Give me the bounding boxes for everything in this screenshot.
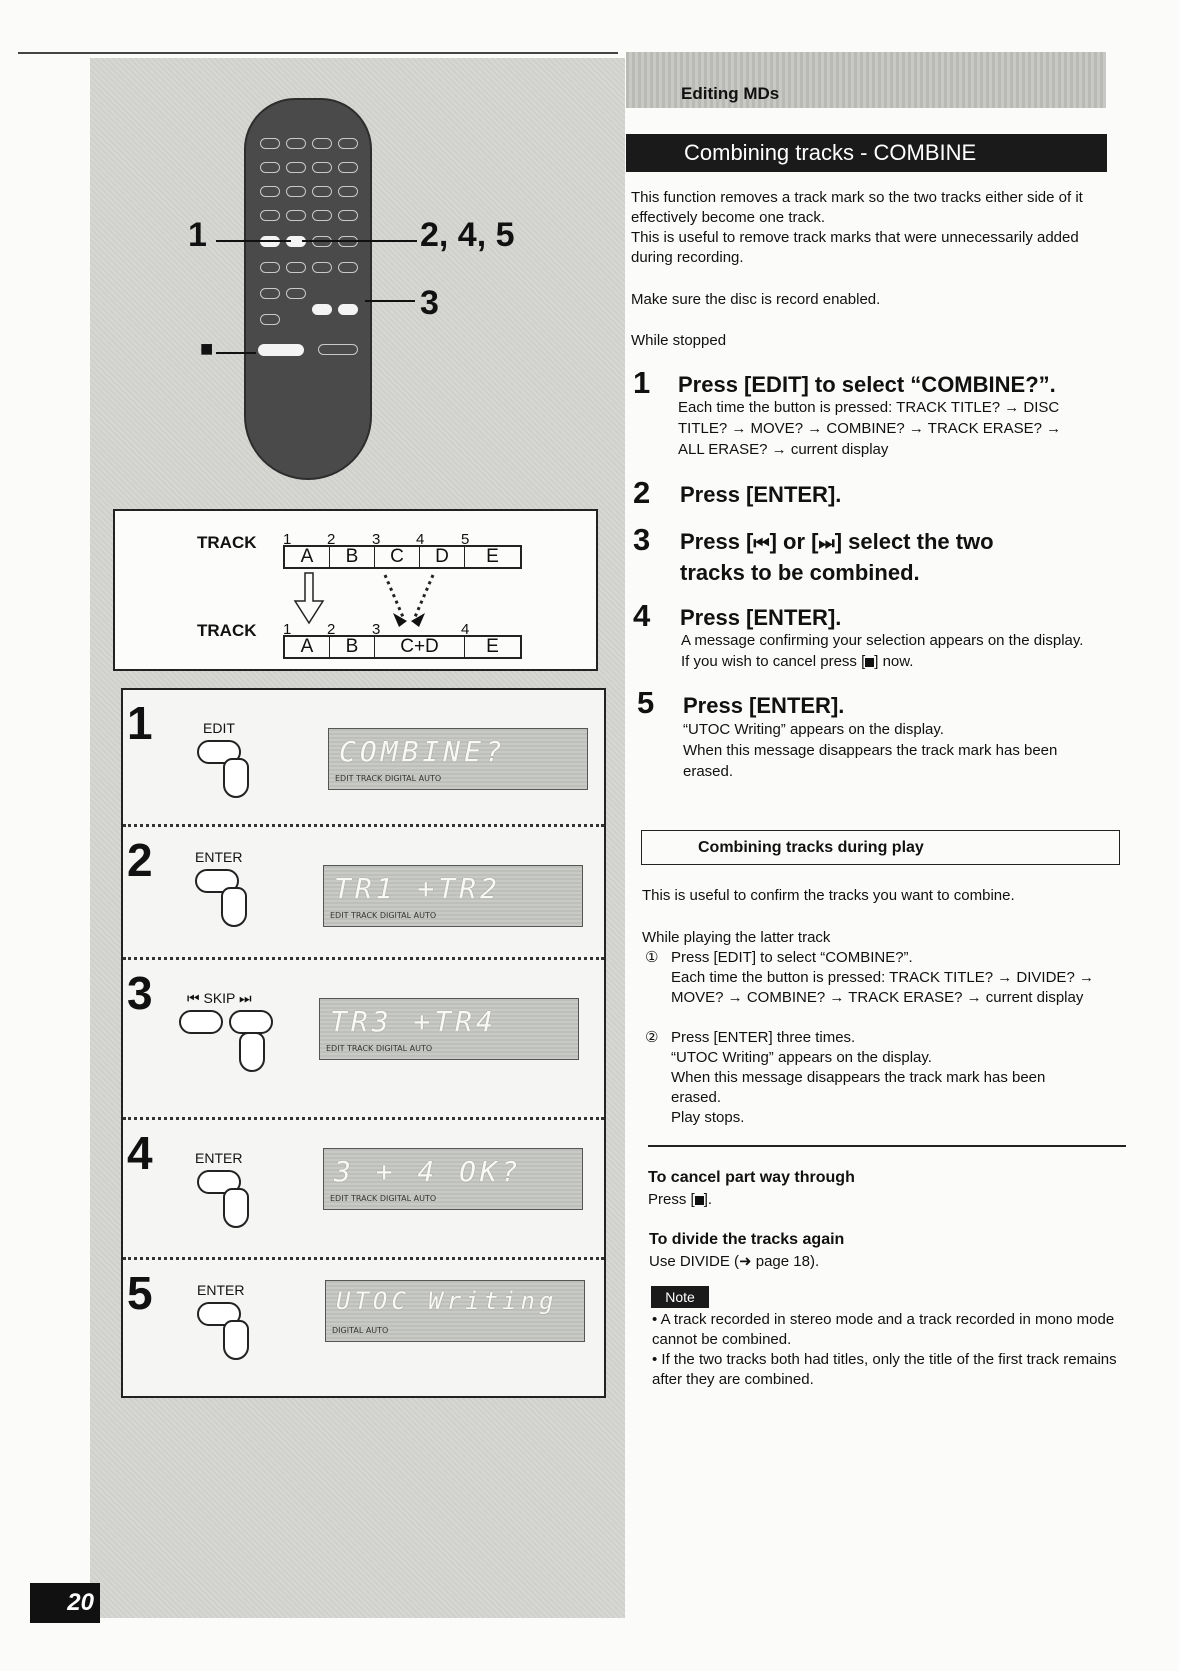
enter-button-label: ENTER — [197, 1282, 245, 1298]
merge-line-right — [415, 575, 433, 617]
track-num: 4 — [416, 531, 425, 548]
track-cell: A — [285, 637, 330, 657]
lcd-display — [323, 1148, 583, 1210]
stop-icon — [865, 658, 874, 667]
note-item: • A track recorded in stereo mode and a track recorded in mono mode cannot be combined. — [652, 1311, 1115, 1348]
step-heading: Press [ENTER]. — [680, 605, 842, 630]
cancel-text — [648, 1190, 1128, 1210]
track-label-after: TRACK — [197, 621, 257, 640]
step-heading-part: tracks to be combined. — [680, 560, 920, 585]
item-line: When this message disappears the track mark has been — [671, 1069, 1046, 1086]
illus-step-5 — [123, 1260, 604, 1396]
during-play-condition: While playing the latter track — [642, 929, 831, 946]
step-number: 1 — [633, 365, 651, 400]
illus-step-number: 3 — [127, 967, 153, 1019]
illus-step-1 — [123, 690, 604, 827]
skip-next-button-icon — [229, 1010, 273, 1034]
enter-button-label: ENTER — [195, 849, 243, 865]
remote-button — [338, 210, 358, 221]
lcd-indicators: EDIT TRACK DIGITAL AUTO — [330, 1194, 437, 1203]
remote-button — [260, 186, 280, 197]
remote-button — [338, 186, 358, 197]
skip-prev-button-icon — [179, 1010, 223, 1034]
lcd-display — [319, 998, 579, 1060]
during-play-box — [641, 830, 1120, 865]
remote-illustration — [180, 80, 570, 480]
callout-1: 1 — [188, 216, 207, 254]
item-line: MOVE? → COMBINE? → TRACK ERASE? → current display — [671, 989, 1084, 1006]
remote-button — [286, 138, 306, 149]
remote-button — [312, 186, 332, 197]
top-rule — [18, 52, 618, 54]
illus-step-number: 2 — [127, 834, 153, 886]
illus-step-number: 1 — [127, 697, 153, 749]
during-play-item-2 — [645, 1028, 1115, 1128]
pressing-hand-icon — [221, 887, 247, 927]
arrowhead-icon — [411, 613, 425, 627]
remote-button — [260, 210, 280, 221]
prereq-text: Make sure the disc is record enabled. — [631, 291, 881, 308]
callout-3: 3 — [420, 284, 439, 322]
track-cells-before — [283, 545, 522, 569]
steps-illustration — [121, 688, 606, 1398]
remote-button — [260, 262, 280, 273]
pressing-hand-icon — [223, 758, 249, 798]
illus-step-number: 4 — [127, 1127, 153, 1179]
intro-line: This is useful to remove track marks that were unnecessarily added — [631, 229, 1079, 246]
step-detail — [683, 719, 1103, 782]
item-line: erased. — [671, 1089, 722, 1106]
track-cells-after — [283, 635, 522, 659]
down-arrow-icon — [295, 573, 323, 623]
step-detail-line: Each time the button is pressed: TRACK TITLE? → DISC — [678, 399, 1060, 416]
step-heading-part: ] or [ — [769, 529, 819, 554]
pressing-hand-icon — [239, 1032, 265, 1072]
track-num: 3 — [372, 621, 381, 638]
track-num: 2 — [327, 621, 336, 638]
step-heading-part: Press [ — [680, 529, 754, 554]
edit-button-label: EDIT — [203, 720, 235, 736]
track-cell: D — [420, 547, 465, 567]
page-number: 20 — [30, 1583, 100, 1623]
step-heading: Press [EDIT] to select “COMBINE?”. — [678, 372, 1056, 397]
during-play-title: Combining tracks during play — [698, 839, 924, 856]
track-num: 1 — [283, 531, 292, 548]
remote-button — [338, 162, 358, 173]
lcd-text: UTOC Writing — [336, 1287, 558, 1315]
illus-step-3 — [123, 960, 604, 1120]
item-line: Each time the button is pressed: TRACK TITLE? → DIVIDE? → — [671, 969, 1094, 986]
illus-step-number: 5 — [127, 1267, 153, 1319]
step-heading: Press [ENTER]. — [680, 482, 842, 507]
step-detail-part: If you wish to cancel press [ — [681, 653, 866, 670]
lcd-text: TR1 +TR2 — [334, 872, 501, 905]
remote-button — [312, 262, 332, 273]
lcd-display — [323, 865, 583, 927]
track-cell: C — [375, 547, 420, 567]
cancel-heading: To cancel part way through — [648, 1169, 855, 1186]
skip-prev-remote-button — [312, 304, 332, 315]
track-diagram — [113, 509, 598, 671]
during-play-desc: This is useful to confirm the tracks you want to combine. — [642, 887, 1015, 904]
pressing-hand-icon — [223, 1188, 249, 1228]
remote-button — [312, 138, 332, 149]
remote-button — [260, 162, 280, 173]
step-heading — [680, 527, 994, 587]
intro-line: during recording. — [631, 249, 744, 266]
track-cell: A — [285, 547, 330, 567]
arrowhead-icon — [393, 613, 407, 627]
remote-button — [338, 262, 358, 273]
illus-step-4 — [123, 1120, 604, 1260]
remote-button — [318, 344, 358, 355]
track-cell: E — [486, 636, 499, 657]
step-heading-part: ] select the two — [834, 529, 994, 554]
lcd-text: 3 + 4 OK? — [334, 1155, 522, 1188]
track-cell: E — [486, 546, 499, 567]
condition-text: While stopped — [631, 332, 727, 349]
step-detail — [678, 397, 1098, 460]
lcd-indicators: DIGITAL AUTO — [332, 1326, 389, 1335]
step-number: 2 — [633, 475, 651, 510]
cancel-text-part: Press [ — [648, 1191, 695, 1208]
remote-button — [260, 288, 280, 299]
step-detail-line: ALL ERASE? → current display — [678, 441, 889, 458]
divide-text: Use DIVIDE (➜ page 18). — [649, 1253, 820, 1270]
callout-245-leader — [302, 240, 417, 242]
step-number: 4 — [633, 598, 651, 633]
callout-2-4-5: 2, 4, 5 — [420, 216, 515, 254]
track-cell: B — [330, 637, 375, 657]
step-detail-part: ] now. — [874, 653, 914, 670]
section-header — [626, 52, 1106, 108]
lcd-indicators: EDIT TRACK DIGITAL AUTO — [335, 774, 442, 783]
track-label-before: TRACK — [197, 533, 257, 552]
track-num: 4 — [461, 621, 470, 638]
item-line: Press [EDIT] to select “COMBINE?”. — [671, 949, 913, 966]
lcd-indicators: EDIT TRACK DIGITAL AUTO — [326, 1044, 433, 1053]
intro-line: This function removes a track mark so the two tracks either side of it — [631, 189, 1083, 206]
divide-heading: To divide the tracks again — [649, 1231, 845, 1248]
divider — [648, 1145, 1126, 1147]
remote-button — [312, 162, 332, 173]
step-heading: Press [ENTER]. — [683, 693, 845, 718]
remote-button — [260, 138, 280, 149]
step-number: 3 — [633, 522, 651, 557]
pressing-hand-icon — [223, 1320, 249, 1360]
callout-3-leader — [365, 300, 415, 302]
circled-2-icon: ② — [645, 1029, 659, 1046]
step-detail-line: A message confirming your selection appears on the display. — [681, 632, 1084, 649]
track-num: 1 — [283, 621, 292, 638]
page-title: Combining tracks - COMBINE — [684, 140, 977, 165]
remote-button — [312, 210, 332, 221]
step-detail-line: TITLE? → MOVE? → COMBINE? → TRACK ERASE? → — [678, 420, 1062, 437]
title-bar — [626, 134, 1107, 172]
remote-button — [286, 162, 306, 173]
remote-control — [244, 98, 372, 480]
section-title: Editing MDs — [681, 84, 780, 103]
merge-line-left — [385, 575, 403, 617]
stop-callout-leader — [216, 352, 256, 354]
track-cell: B — [330, 547, 375, 567]
step-detail-line — [681, 651, 1101, 672]
remote-button — [286, 262, 306, 273]
track-num: 2 — [327, 531, 336, 548]
skip-button-label: ⏮ SKIP ⏭ — [187, 990, 252, 1006]
lcd-text: COMBINE? — [339, 735, 506, 768]
callout-1-leader — [216, 240, 291, 242]
during-play-item-1 — [645, 948, 1115, 1008]
enter-button-label: ENTER — [195, 1150, 243, 1166]
skip-prev-icon: ⏮ — [753, 533, 770, 553]
remote-button — [260, 314, 280, 325]
remote-button — [286, 288, 306, 299]
step-detail-line: When this message disappears the track mark has been — [683, 742, 1058, 759]
cancel-text-part: ]. — [703, 1191, 713, 1208]
lcd-display — [325, 1280, 585, 1342]
step-detail-line: erased. — [683, 763, 734, 780]
skip-next-remote-button — [338, 304, 358, 315]
combine-arrows — [265, 571, 475, 629]
note-item: • If the two tracks both had titles, only the title of the first track remains after they are combined. — [652, 1351, 1117, 1388]
track-num: 3 — [372, 531, 381, 548]
track-num: 5 — [461, 531, 470, 548]
remote-button — [286, 186, 306, 197]
step-number: 5 — [637, 685, 655, 720]
step-detail-line: “UTOC Writing” appears on the display. — [683, 721, 944, 738]
circled-1-icon: ① — [645, 949, 659, 966]
item-line: Play stops. — [671, 1109, 745, 1126]
intro-text — [631, 188, 1111, 268]
remote-button — [286, 210, 306, 221]
lcd-text: TR3 +TR4 — [330, 1005, 497, 1038]
stop-callout: ■ — [200, 336, 214, 361]
lcd-display — [328, 728, 588, 790]
item-line: Press [ENTER] three times. — [671, 1029, 856, 1046]
remote-button — [338, 138, 358, 149]
item-line: “UTOC Writing” appears on the display. — [671, 1049, 932, 1066]
intro-line: effectively become one track. — [631, 209, 825, 226]
illus-step-2 — [123, 827, 604, 960]
stop-remote-button — [258, 344, 304, 356]
lcd-indicators: EDIT TRACK DIGITAL AUTO — [330, 911, 437, 920]
note-badge: Note — [651, 1286, 709, 1308]
track-cell-combined: C+D — [375, 637, 465, 657]
stop-icon — [695, 1196, 704, 1205]
step-detail — [681, 630, 1101, 672]
skip-next-icon: ⏭ — [818, 533, 835, 553]
